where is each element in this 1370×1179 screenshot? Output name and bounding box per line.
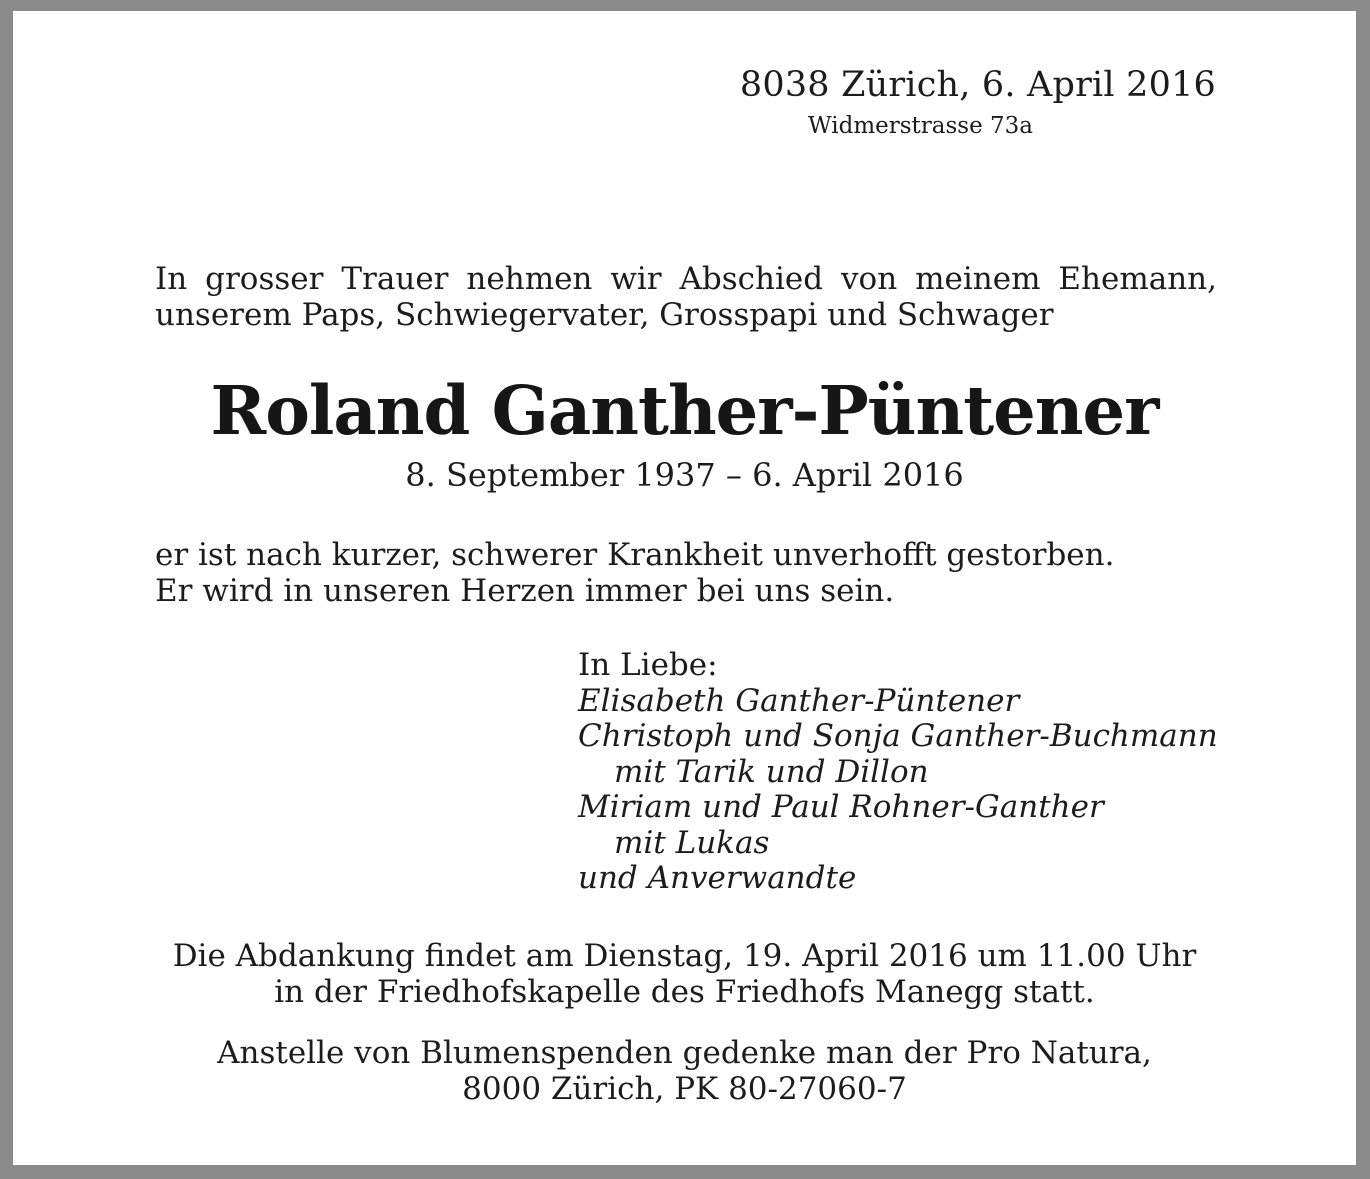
mourner-line: mit Tarik und Dillon: [614, 753, 929, 790]
mourner-line: Miriam und Paul Rohner-Ganther: [578, 789, 1104, 825]
mourners-heading: In Liebe:: [578, 647, 718, 683]
header-city-date: 8038 Zürich, 6. April 2016: [739, 65, 1216, 105]
mourner-line: Elisabeth Ganther-Püntener: [578, 682, 1020, 719]
donation-line: Anstelle von Blumenspenden gedenke man der Pro Natura,: [217, 1035, 1152, 1071]
intro-line: unserem Paps, Schwiegervater, Grosspapi und Schwager: [155, 297, 1054, 333]
mourner-line: mit Lukas: [614, 824, 770, 861]
obituary-page: [13, 11, 1356, 1165]
life-dates: 8. September 1937 – 6. April 2016: [405, 456, 964, 494]
message-line: Er wird in unseren Herzen immer bei uns sein.: [155, 573, 895, 609]
message-paragraph: [155, 537, 1114, 609]
header-street-address: Widmerstrasse 73a: [808, 113, 1033, 139]
deceased-name: Roland Ganther-Püntener: [210, 371, 1159, 450]
mourners-block: [578, 648, 1218, 897]
intro-paragraph: [155, 261, 1217, 333]
intro-line: In grosser Trauer nehmen wir Abschied von meinem Ehemann,: [155, 261, 1217, 297]
ceremony-line: Die Abdankung findet am Dienstag, 19. April 2016 um 11.00 Uhr: [172, 938, 1197, 974]
ceremony-notice: [13, 938, 1356, 1010]
mourner-line: Christoph und Sonja Ganther-Buchmann: [578, 718, 1218, 754]
message-line: er ist nach kurzer, schwerer Krankheit unverhofft gestorben.: [155, 537, 1115, 573]
donation-notice: [13, 1035, 1356, 1107]
mourner-line: und Anverwandte: [578, 860, 857, 896]
ceremony-line: in der Friedhofskapelle des Friedhofs Manegg statt.: [274, 974, 1095, 1010]
donation-line: 8000 Zürich, PK 80-27060-7: [462, 1071, 907, 1107]
